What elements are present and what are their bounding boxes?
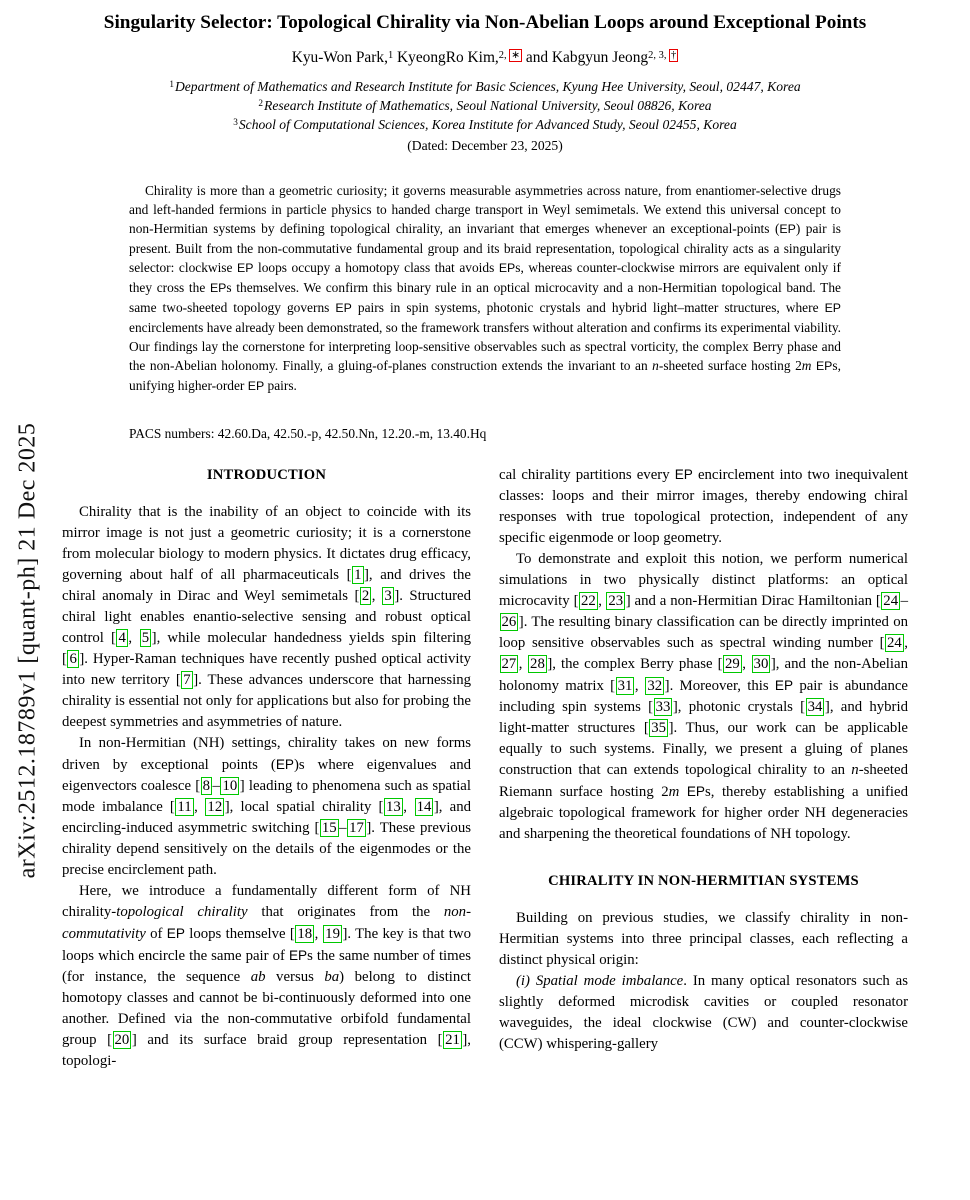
- citation-link[interactable]: 24: [887, 635, 902, 652]
- italic-text: ab: [250, 969, 266, 986]
- citation-link[interactable]: 15: [321, 820, 337, 837]
- citation-link[interactable]: 4: [118, 630, 126, 647]
- citation-link[interactable]: 23: [608, 593, 624, 610]
- citation-link[interactable]: 1: [354, 567, 362, 584]
- citation-link[interactable]: 14: [416, 799, 432, 816]
- superscript: 2, 3,: [648, 49, 670, 61]
- citation-link[interactable]: 13: [385, 799, 401, 816]
- italic-text: m: [801, 358, 812, 374]
- italic-text: n: [851, 762, 859, 779]
- citation-link[interactable]: 19: [325, 926, 340, 943]
- paper-content: [0, 10, 970, 1072]
- sans-text: EP: [209, 281, 227, 296]
- sans-text: EP: [779, 222, 796, 237]
- citation-link[interactable]: 11: [177, 799, 192, 816]
- citation-link[interactable]: 3: [384, 588, 392, 605]
- citation-link[interactable]: 26: [501, 614, 517, 631]
- citation-link[interactable]: 6: [69, 651, 77, 668]
- italic-text: School of Computational Sciences, Korea Institute for Advanced Study, Seoul 02455, Korea: [238, 117, 737, 133]
- section-heading: CHIRALITY IN NON-HERMITIAN SYSTEMS: [548, 873, 859, 890]
- citation-link[interactable]: 31: [617, 678, 633, 695]
- pacs-line: PACS numbers: 42.60.Da, 42.50.-p, 42.50.Nn, 12.20.-m, 13.40.Hq: [129, 426, 487, 442]
- paragraph: To demonstrate and exploit this notion, we perform numerical simulations in two physically distinct platforms: an optical microcavity [ 22 , 23 ] and a non-Hermitian Dirac Hamiltonian [ 24 –26 ]. The resulting binary classification can be directly imprinted on loop sensitive observables such as spectral winding number [ 24 , 27 , 28 ], the complex Berry phase [ 29 , 30 ], and the non-Abelian holonomy matrix [ 31 , 32 ]. Moreover, this EP pair is abundance including spin systems [ 33 ], photonic crystals [ 34 ], and hybrid light-matter structures [ 35 ]. Thus, our work can be applicable equally to such systems. Finally, we present a gluing of planes construction that can extends topological chirality to an n-sheeted Riemann surface hosting 2m EPs, thereby establishing a unified algebraic topological framework for higher order NH degeneracies and sharpening the theoretical foundations of NH topology.: [499, 551, 908, 843]
- citation-link[interactable]: 17: [349, 820, 364, 837]
- paragraph: Here, we introduce a fundamentally different form of NH chirality-topological chirality that originates from the non-commutativity of EP loops themselve [ 18 , 19 ]. The key is that two loops which encircle the same pair of EPs the same number of times (for instance, the sequence ab versus ba) belong to distinct homotopy classes and cannot be bi-continuously deformed into one another. Defined via the non-commutative orbifold fundamental group [ 20 ] and its surface braid group representation [ 21 ], topologi-: [62, 883, 471, 1070]
- italic-text: (i) Spatial mode imbalance: [516, 973, 684, 990]
- paragraph: Chirality that is the inability of an object to coincide with its mirror image is not just a geometric curiosity; it is a cornerstone from molecular biology to modern physics. It dictates drug efficacy, governing about half of all pharmaceuticals [ 1 ], and drives the chiral anomaly in Dirac and Weyl semimetals [ 2 , 3 ]. Structured chiral light enables enantio-selective sensing and robust optical control [ 4 , 5 ], while molecular handedness yields spin filtering [ 6 ]. Hyper-Raman techniques have recently pushed optical activity into new territory [ 7 ]. These advances underscore that harnessing chirality is essential not only for applications but also for probing the deepest symmetries and asymmetries of nature.: [62, 504, 471, 731]
- section-heading: INTRODUCTION: [206, 467, 327, 484]
- affiliation-line: [62, 96, 908, 115]
- sans-text: EP: [288, 948, 308, 964]
- citation-link[interactable]: 7: [183, 672, 191, 689]
- italic-text: Research Institute of Mathematics, Seoul National University, Seoul 08826, Korea: [264, 98, 712, 114]
- paragraph: Building on previous studies, we classify chirality in non-Hermitian systems into three principal classes, each reflecting a distinct physical origin:: [499, 910, 908, 969]
- italic-text: n: [652, 358, 659, 374]
- sans-text: EP: [275, 757, 294, 773]
- sans-text: EP: [247, 379, 265, 394]
- left-column: [62, 464, 471, 1072]
- superscript: 1: [169, 79, 174, 90]
- citation-link[interactable]: 22: [581, 593, 596, 610]
- arxiv-id-text: arXiv:2512.18789v1 [quant-ph] 21 Dec 2025: [14, 422, 41, 878]
- paper-title: Singularity Selector: Topological Chirality via Non-Abelian Loops around Exceptional Points: [103, 12, 867, 33]
- right-column: [499, 464, 908, 1055]
- citation-link[interactable]: 12: [207, 799, 223, 816]
- sans-text: EP: [674, 467, 693, 483]
- affiliations: [62, 77, 908, 134]
- superscript: 1: [387, 49, 394, 61]
- superscript: 2: [258, 98, 264, 109]
- footnote-link[interactable]: †: [671, 49, 677, 61]
- footnote-link[interactable]: ∗: [511, 49, 521, 61]
- dated-line: (Dated: December 23, 2025): [407, 138, 563, 154]
- italic-text: non-commutativity: [62, 904, 471, 943]
- sans-text: EP: [824, 301, 841, 316]
- paragraph: cal chirality partitions every EP encirclement into two inequivalent classes: loops and their mirror images, thereby endowing chiral responses with true topological protection, independent of any specific eigenmode or loop geometry.: [499, 467, 908, 547]
- paragraph: In non-Hermitian (NH) settings, chirality takes on new forms driven by exceptional points (EP)s where eigenvalues and eigenvectors coalesce [ 8 – 10 ] leading to phenomena such as spatial mode imbalance [ 11 , 12 ], local spatial chirality [ 13 , 14 ], and encircling-induced asymmetric switching [ 15 – 17 ]. These previous chirality depend sensitively on the details of the eigenmodes or the precise encirclement path.: [62, 735, 471, 879]
- citation-link[interactable]: 27: [501, 656, 517, 673]
- sans-text: EP: [237, 261, 254, 276]
- sans-text: EP: [774, 678, 794, 694]
- italic-text: Department of Mathematics and Research Institute for Basic Sciences, Kyung Hee University, Seoul, 02447, Korea: [174, 79, 801, 95]
- affiliation-line: [62, 77, 908, 96]
- citation-link[interactable]: 32: [647, 678, 663, 695]
- affiliation-line: [62, 115, 908, 134]
- sans-text: EP: [815, 359, 833, 374]
- citation-link[interactable]: 33: [655, 699, 671, 716]
- sans-text: EP: [166, 926, 185, 942]
- citation-link[interactable]: 34: [807, 699, 823, 716]
- italic-text: topological chirality: [116, 904, 248, 921]
- two-column-body: [62, 464, 908, 1072]
- superscript: 2,: [498, 49, 510, 61]
- citation-link[interactable]: 35: [651, 720, 667, 737]
- citation-link[interactable]: 8: [202, 778, 211, 795]
- citation-link[interactable]: 18: [297, 926, 313, 943]
- citation-link[interactable]: 20: [114, 1032, 130, 1049]
- sans-text: EP: [686, 784, 705, 800]
- sans-text: EP: [335, 301, 352, 316]
- sans-text: EP: [498, 261, 516, 276]
- italic-text: ba: [324, 969, 340, 986]
- citation-link[interactable]: 21: [445, 1032, 460, 1049]
- author-line: Kyu-Won Park,$^1$ KyeongRo Kim,$^{2,}$ ∗ and Kabgyun Jeong$^{2, 3,}$ †: [291, 49, 677, 67]
- paragraph: (i) Spatial mode imbalance. In many optical resonators such as slightly deformed microdisk cavities or coupled resonator waveguides, the ideal clockwise (CW) and counter-clockwise (CCW) whispering-gallery: [499, 973, 908, 1053]
- italic-text: m: [668, 784, 680, 801]
- citation-link[interactable]: 24: [883, 593, 899, 610]
- citation-link[interactable]: 30: [753, 656, 769, 673]
- citation-link[interactable]: 29: [725, 656, 740, 673]
- citation-link[interactable]: 10: [222, 778, 238, 795]
- abstract-text: Chirality is more than a geometric curiosity; it governs measurable asymmetries across nature, from enantiomer-selective drugs and left-handed fermions in particle physics to handed charge transport in Weyl semimetals. We extend this universal concept to non-Hermitian systems by defining topological chirality, an invariant that emerges whenever an exceptional-points (EP) pair is present. Built from the non-commutative fundamental group and its braid representation, topological chirality acts as a singularity selector: clockwise EP loops occupy a homotopy class that avoids EPs, whereas counter-clockwise mirrors are equivalent only if they cross the EPs themselves. We confirm this binary rule in an optical microcavity and a non-Hermitian topological band. The same two-sheeted topology governs EP pairs in spin systems, photonic crystals and hybrid light–matter structures, where EP encirclements have already been demonstrated, so the framework transfers without alteration and confirms its experimental viability. Our findings lay the cornerstone for interpreting loop-sensitive observables such as spectral vorticity, the complex Berry phase and the non-Abelian holonomy. Finally, a gluing-of-planes construction extends the invariant to an n-sheeted surface hosting 2m EPs, unifying higher-order EP pairs.: [129, 183, 842, 394]
- citation-link[interactable]: 2: [361, 588, 370, 605]
- superscript: 3: [233, 117, 238, 128]
- citation-link[interactable]: 5: [141, 630, 150, 647]
- citation-link[interactable]: 28: [530, 656, 545, 673]
